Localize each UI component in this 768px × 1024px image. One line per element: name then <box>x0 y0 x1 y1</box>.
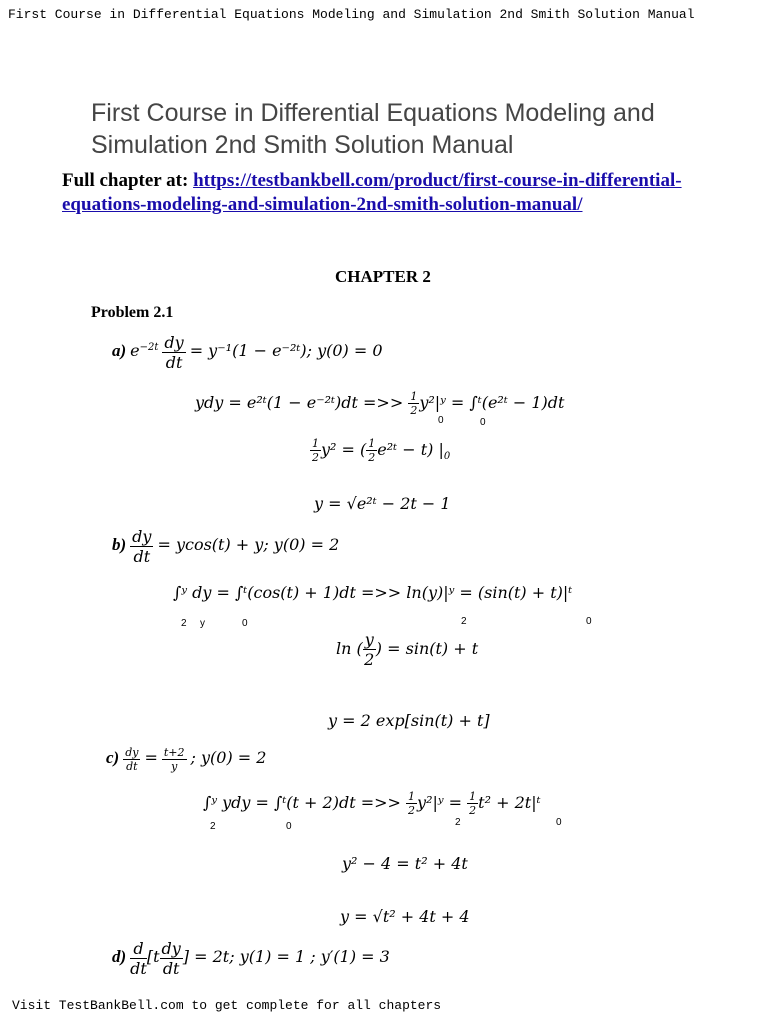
part-b-label: b) <box>112 535 127 555</box>
equation-a3: $\frac{1}{2}$ y² = ( $\frac{1}{2}$ e²ᵗ − t) $|_0$ <box>312 437 451 464</box>
footer-banner-text: Visit TestBankBell.com to get complete for all chapters <box>12 998 442 1013</box>
equation-c4: y = √t² + 4t + 4 <box>340 907 470 926</box>
document-title-line-2: Simulation 2nd Smith Solution Manual <box>91 131 514 159</box>
equation-c1: c) $\frac{dy}{dt}$ = $\frac{t+2}{y}$ ; y(0) = 2 <box>106 746 267 773</box>
part-d-label: d) <box>112 947 127 967</box>
equation-c2: ∫ʸ ydy = ∫ᵗ(t + 2)dt =>> $\frac{1}{2}$ y²|ʸ = $\frac{1}{2}$ t² + 2t|ᵗ <box>203 790 541 817</box>
chapter-heading: CHAPTER 2 <box>335 267 431 286</box>
equation-a1: a) $e^{-2t}$ $\frac{dy}{dt}$ = y⁻¹(1 − e⁻²ᵗ); y(0) = 0 <box>112 333 383 372</box>
dy-dt-fraction: $\frac{dy}{dt}$ <box>164 333 184 372</box>
problem-heading: Problem 2.1 <box>91 304 174 321</box>
equation-b2: ∫ʸ dy = ∫ᵗ(cos(t) + 1)dt =>> ln(y)|ʸ = (sin(t) + t)|ᵗ <box>173 583 573 602</box>
equation-a2: ydy = e²ᵗ(1 − e⁻²ᵗ)dt =>> $\frac{1}{2}$ y²|ʸ = ∫ᵗ(e²ᵗ − 1)dt <box>195 390 565 417</box>
full-chapter-line <box>62 170 682 192</box>
equation-b4: y = 2 exp[sin(t) + t] <box>328 711 490 730</box>
chapter-link-part-2[interactable]: equations-modeling-and-simulation-2nd-smith-solution-manual/ <box>62 194 583 215</box>
equation-d1: d) $\frac{d}{dt}$ [t $\frac{dy}{dt}$ ] = 2t; y(1) = 1 ; y′(1) = 3 <box>112 939 390 978</box>
equation-c3: y² − 4 = t² + 4t <box>342 854 468 873</box>
equation-b3: ln ( $\frac{y}{2}$ ) = sin(t) + t <box>336 630 479 669</box>
chapter-link-part-1[interactable]: https://testbankbell.com/product/first-course-in-differential- <box>193 170 682 191</box>
document-title-line-1: First Course in Differential Equations Modeling and <box>91 99 655 127</box>
top-banner-text: First Course in Differential Equations Modeling and Simulation 2nd Smith Solution Manual <box>8 7 695 22</box>
top-banner-bar <box>0 0 768 30</box>
equation-b1: b) $\frac{dy}{dt}$ = ycos(t) + y; y(0) = 2 <box>112 527 340 566</box>
part-a-label: a) <box>112 341 127 361</box>
part-c-label: c) <box>106 748 120 768</box>
full-chapter-label: Full chapter at: <box>62 170 189 191</box>
equation-a4: y = √e²ᵗ − 2t − 1 <box>314 494 451 513</box>
